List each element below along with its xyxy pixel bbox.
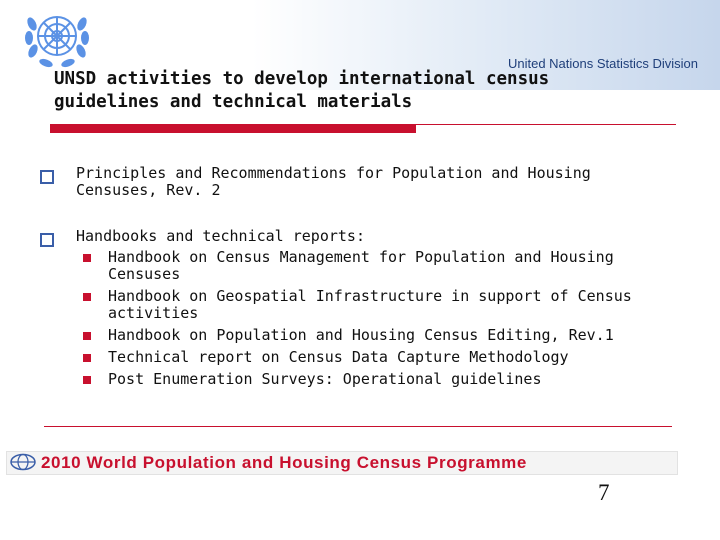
list-item-line-1: Post Enumeration Surveys: Operational guidelines bbox=[108, 370, 542, 388]
list-item-line-2: Censuses bbox=[108, 265, 181, 283]
list-item-line-2: activities bbox=[108, 304, 199, 322]
bullet-text-line-1: Handbooks and technical reports: bbox=[76, 227, 365, 245]
red-square-bullet-icon bbox=[83, 354, 91, 362]
bullet-item-principles bbox=[40, 165, 591, 199]
bullet-item-handbooks bbox=[40, 228, 365, 247]
list-item bbox=[83, 371, 683, 388]
slide-title bbox=[54, 68, 614, 114]
page-number: 7 bbox=[598, 480, 610, 505]
red-square-bullet-icon bbox=[83, 332, 91, 340]
footer-divider bbox=[44, 426, 672, 427]
footer-banner bbox=[6, 451, 678, 475]
division-name: United Nations Statistics Division bbox=[507, 56, 698, 71]
square-bullet-icon bbox=[40, 170, 54, 184]
un-emblem-icon bbox=[20, 6, 94, 70]
list-item-line-1: Technical report on Census Data Capture Methodology bbox=[108, 348, 569, 366]
title-line-1: UNSD activities to develop international census bbox=[54, 69, 550, 89]
square-bullet-icon bbox=[40, 233, 54, 247]
list-item-line-1: Handbook on Census Management for Population and Housing bbox=[108, 248, 614, 266]
red-square-bullet-icon bbox=[83, 254, 91, 262]
globe-icon bbox=[9, 453, 37, 471]
list-item bbox=[83, 249, 683, 283]
list-item-line-1: Handbook on Geospatial Infrastructure in support of Census bbox=[108, 287, 632, 305]
programme-title: 2010 World Population and Housing Census Programme bbox=[41, 453, 527, 472]
title-line-2: guidelines and technical materials bbox=[54, 92, 413, 112]
bullet-text-line-1: Principles and Recommendations for Population and Housing bbox=[76, 164, 591, 182]
red-square-bullet-icon bbox=[83, 293, 91, 301]
list-item-line-1: Handbook on Population and Housing Census Editing, Rev.1 bbox=[108, 326, 614, 344]
red-square-bullet-icon bbox=[83, 376, 91, 384]
bullet-text-line-2: Censuses, Rev. 2 bbox=[76, 181, 221, 199]
title-underline-thin bbox=[416, 124, 676, 125]
list-item bbox=[83, 288, 683, 322]
list-item bbox=[83, 349, 683, 366]
title-underline-thick bbox=[50, 124, 416, 133]
handbook-list bbox=[83, 249, 683, 388]
list-item bbox=[83, 327, 683, 344]
